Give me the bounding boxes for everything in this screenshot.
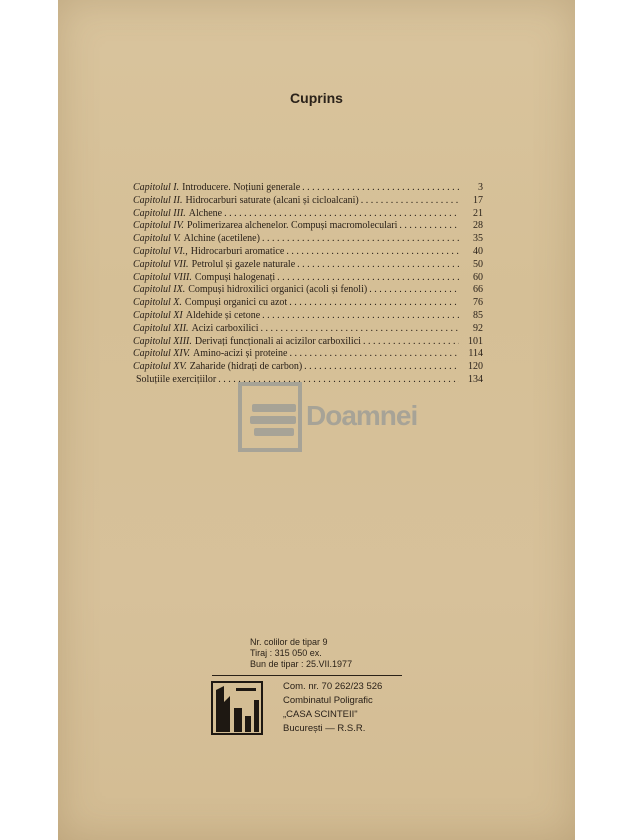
toc-leader — [297, 259, 459, 272]
toc-text: Soluțiile exercițiilor — [136, 373, 217, 385]
toc-chapter: Capitolul VIII. — [133, 271, 192, 283]
toc-chapter: Capitolul VII. — [133, 258, 189, 270]
toc-leader — [363, 336, 459, 349]
toc-row — [133, 272, 483, 285]
toc-page: 134 — [468, 373, 483, 385]
toc-leader — [302, 182, 459, 195]
toc-text: Zaharide (hidrați de carbon) — [189, 361, 303, 373]
toc-page: 114 — [468, 348, 483, 360]
toc-leader — [369, 284, 459, 297]
toc-row — [133, 246, 483, 259]
colophon-sheets: Nr. colilor de tipar 9 — [250, 637, 328, 647]
colophon-print-run: Tiraj : 315 050 ex. — [250, 648, 322, 658]
toc-leader — [260, 323, 459, 336]
toc-row — [133, 220, 483, 233]
toc-chapter: Capitolul II. — [133, 194, 183, 206]
toc-chapter: Capitolul X. — [133, 297, 182, 309]
toc-page: 28 — [473, 220, 483, 232]
toc-leader — [361, 195, 459, 208]
colophon-approval: Bun de tipar : 25.VII.1977 — [250, 659, 353, 669]
toc-chapter: Capitolul XV. — [133, 361, 187, 373]
book-stack-icon — [236, 378, 306, 456]
toc-leader — [262, 233, 459, 246]
toc-page: 101 — [468, 335, 483, 347]
printer-logo — [210, 678, 266, 738]
toc-chapter: Capitolul VI., — [133, 245, 188, 257]
toc-text: Derivați funcționali ai acizilor carboxilici — [194, 335, 361, 347]
toc-text: Compuși organici cu azot — [184, 297, 288, 309]
toc-chapter: Capitolul V. — [133, 233, 181, 245]
printer-house: „CASA SCINTEII" — [283, 709, 358, 720]
toc-row — [133, 361, 483, 374]
toc-page: 60 — [473, 271, 483, 283]
toc-text: Compuși hidroxilici organici (acoli și fenoli) — [188, 284, 368, 296]
toc-page: 92 — [473, 322, 483, 334]
toc-row — [133, 297, 483, 310]
toc-chapter: Capitolul IX. — [133, 284, 186, 296]
divider — [212, 675, 402, 676]
toc-page: 85 — [473, 309, 483, 321]
toc-page: 35 — [473, 233, 483, 245]
toc-text: Hidrocarburi saturate (alcani și cicloalcani) — [185, 194, 359, 206]
toc-text: Compuși halogenați — [194, 271, 276, 283]
toc-row — [133, 182, 483, 195]
colophon — [250, 637, 410, 670]
toc-chapter: Capitolul XIV. — [133, 348, 191, 360]
toc-row — [133, 195, 483, 208]
toc-row — [133, 310, 483, 323]
toc-row — [133, 208, 483, 221]
toc-page: 17 — [473, 194, 483, 206]
toc-page: 50 — [473, 258, 483, 270]
printer-city: București — R.S.R. — [283, 723, 366, 734]
table-of-contents — [133, 182, 483, 387]
page-title: Cuprins — [290, 90, 343, 106]
toc-row — [133, 259, 483, 272]
watermark-logo — [236, 378, 418, 456]
toc-leader — [304, 361, 459, 374]
toc-leader — [262, 310, 459, 323]
toc-chapter: Capitolul XI — [133, 309, 183, 321]
toc-row — [133, 233, 483, 246]
toc-chapter: Capitolul XIII. — [133, 335, 192, 347]
toc-leader — [286, 246, 459, 259]
printer-order-number: Com. nr. 70 262/23 526 — [283, 681, 383, 692]
watermark-text: Doamnei — [306, 400, 418, 431]
toc-text: Acizi carboxilici — [191, 322, 259, 334]
toc-leader — [277, 272, 459, 285]
toc-row — [133, 336, 483, 349]
toc-chapter: Capitolul I. — [133, 182, 180, 193]
toc-chapter: Capitolul IV. — [133, 220, 184, 232]
toc-text: Polimerizarea alchenelor. Compuși macromoleculari — [186, 220, 398, 232]
toc-row — [133, 323, 483, 336]
toc-page: 21 — [473, 207, 483, 219]
toc-text: Petrolul și gazele naturale — [191, 258, 296, 270]
toc-text: Amino-acizi și proteine — [193, 348, 288, 360]
toc-leader — [224, 208, 459, 221]
toc-page: 120 — [468, 361, 483, 373]
toc-text: Introducere. Noțiuni generale — [182, 182, 301, 193]
toc-page: 76 — [473, 297, 483, 309]
toc-page: 40 — [473, 245, 483, 257]
toc-text: Aldehide și cetone — [185, 309, 261, 321]
toc-page: 66 — [473, 284, 483, 296]
printing-house-logo-icon — [210, 678, 266, 738]
toc-chapter: Capitolul XII. — [133, 322, 189, 334]
toc-chapter: Capitolul III. — [133, 207, 186, 219]
toc-text: Alchene — [188, 207, 223, 219]
printer-info — [283, 680, 443, 736]
toc-text: Alchine (acetilene) — [183, 233, 260, 245]
toc-leader — [289, 297, 459, 310]
toc-text: Hidrocarburi aromatice — [190, 245, 285, 257]
printer-name: Combinatul Poligrafic — [283, 695, 373, 706]
toc-page: 3 — [478, 182, 483, 193]
toc-leader — [399, 220, 459, 233]
toc-leader — [289, 348, 459, 361]
toc-row — [133, 284, 483, 297]
toc-row — [133, 348, 483, 361]
